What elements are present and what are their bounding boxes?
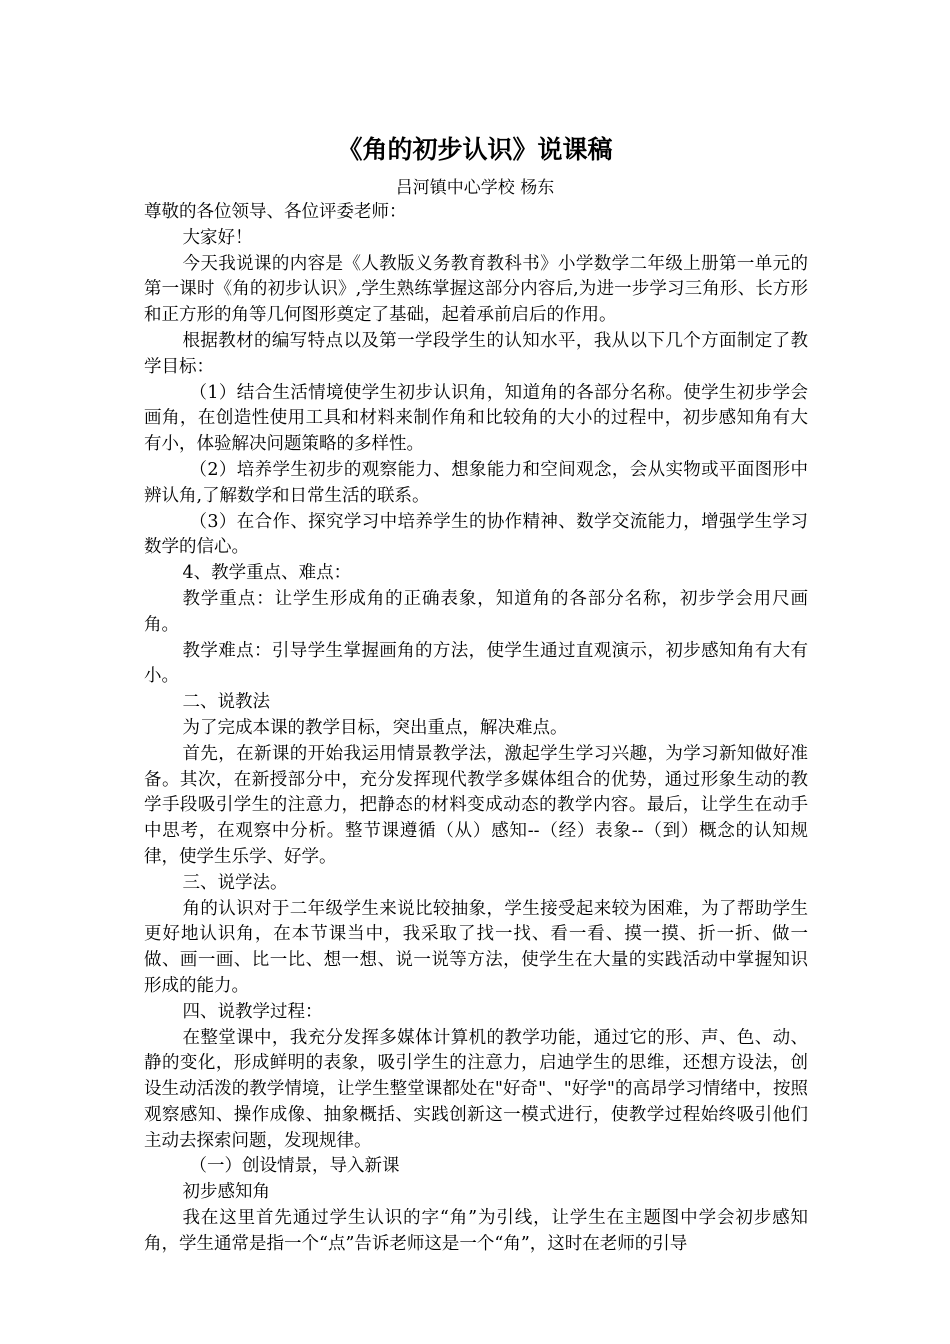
paragraph-key-point: 教学重点：让学生形成角的正确表象，知道角的各部分名称，初步学会用尺画角。 (144, 588, 808, 635)
paragraph-methods-intro: 为了完成本课的教学目标，突出重点，解决难点。 (182, 717, 568, 738)
author-line: 吕河镇中心学校 杨东 (395, 178, 555, 198)
section-heading-methods: 二、说教法 (182, 692, 270, 713)
salutation: 尊敬的各位领导、各位评委老师： (144, 202, 407, 222)
goal-item-1: （1）结合生活情境使学生初步认识角，知道角的各部分名称。使学生初步学会画角，在创造性使用工具和材料来制作角和比较角的大小的过程中，初步感知角有大有小，体验解决问题策略的多样性。 (144, 382, 808, 455)
section-heading-learning: 三、说学法。 (182, 872, 288, 893)
paragraph-learning: 角的认识对于二年级学生来说比较抽象，学生接受起来较为困难，为了帮助学生更好地认识角，在本节课当中，我采取了找一找、看一看、摸一摸、折一折、做一做、画一画、比一比、想一想、说一说等方法，使学生在大量的实践活动中掌握知识形成的能力。 (144, 898, 808, 996)
document-title: 《角的初步认识》说课稿 (337, 135, 613, 164)
paragraph-methods-detail: 首先，在新课的开始我运用情景教学法，激起学生学习兴趣，为学习新知做好准备。其次，在新授部分中，充分发挥现代教学多媒体组合的优势，通过形象生动的教学手段吸引学生的注意力，把静态的材料变成动态的教学内容。最后，让学生在动手中思考，在观察中分析。整节课遵循（从）感知--（经）表象--（到）概念的认知规律，使学生乐学、好学。 (144, 743, 808, 867)
paragraph-difficulty: 教学难点：引导学生掌握画角的方法，使学生通过直观演示，初步感知角有大有小。 (144, 640, 808, 687)
subsection-subtitle: 初步感知角 (182, 1182, 270, 1203)
paragraph-perceive: 我在这里首先通过学生认识的字“角”为引线，让学生在主题图中学会初步感知角，学生通常是指一个“点”告诉老师这是一个“角”，这时在老师的引导 (144, 1208, 808, 1254)
goal-item-2: （2）培养学生初步的观察能力、想象能力和空间观念，会从实物或平面图形中辨认角,了解数学和日常生活的联系。 (144, 459, 808, 506)
paragraph-intro: 今天我说课的内容是《人教版义务教育教科书》小学数学二年级上册第一单元的第一课时《角的初步认识》,学生熟练掌握这部分内容后,为进一步学习三角形、长方形和正方形的角等几何图形奠定了基础，起着承前启后的作用。 (144, 253, 808, 326)
greeting: 大家好！ (182, 227, 253, 248)
subsection-heading-1: （一）创设情景，导入新课 (189, 1156, 400, 1177)
goal-item-3: （3）在合作、探究学习中培养学生的协作精神、数学交流能力，增强学生学习数学的信心。 (144, 511, 808, 558)
section-heading-key-points: 4、教学重点、难点： (182, 563, 352, 584)
paragraph-goals-intro: 根据教材的编写特点以及第一学段学生的认知水平，我从以下几个方面制定了教学目标： (144, 330, 808, 377)
section-heading-process: 四、说教学过程： (182, 1001, 323, 1022)
paragraph-process: 在整堂课中，我充分发挥多媒体计算机的教学功能，通过它的形、声、色、动、静的变化，形成鲜明的表象，吸引学生的注意力，启迪学生的思维，还想方设法，创设生动活泼的教学情境，让学生整堂课都处在"好奇"、"好学"的高昂学习情绪中，按照观察感知、操作成像、抽象概括、实践创新这一模式进行，使教学过程始终吸引他们主动去探索问题，发现规律。 (144, 1027, 808, 1151)
document-body (144, 200, 808, 1258)
